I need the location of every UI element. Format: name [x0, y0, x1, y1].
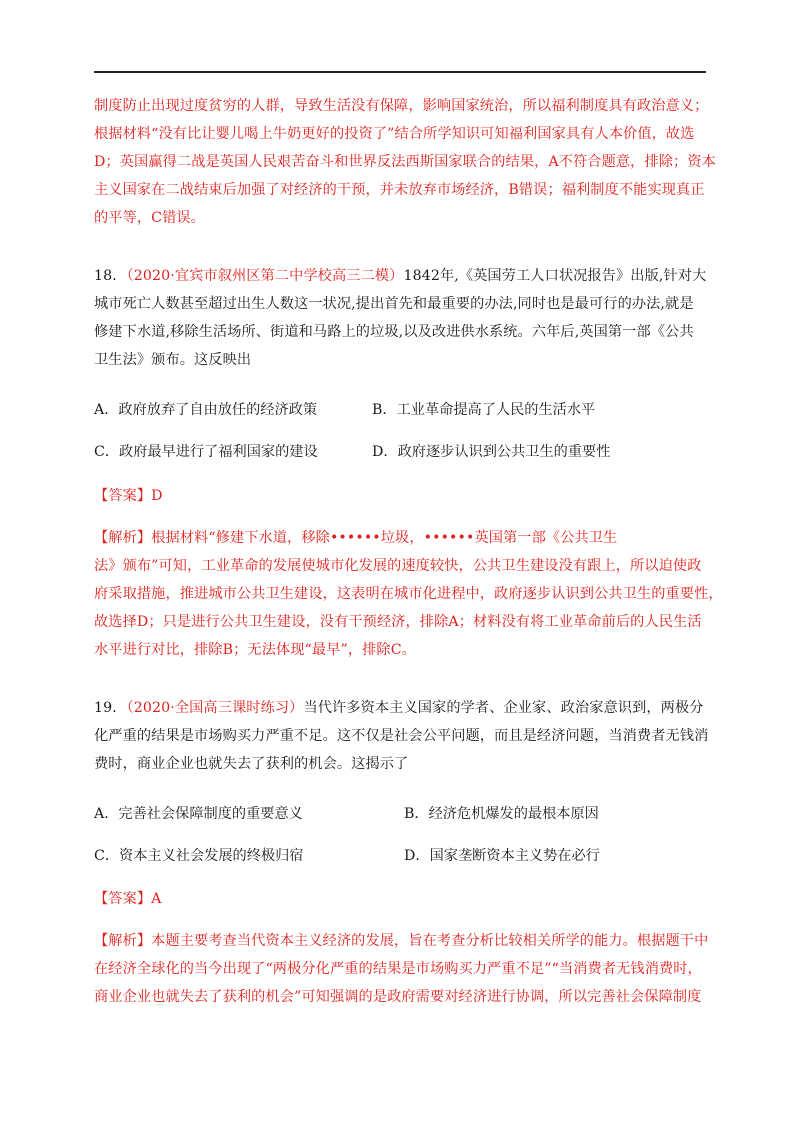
prev-analysis — [94, 92, 716, 232]
analysis-19 — [94, 927, 712, 1011]
answer-label: 【答案】 — [94, 891, 152, 907]
option-a: A．完善社会保障制度的重要意义 — [94, 806, 303, 822]
option-row — [94, 800, 712, 828]
text-line: 的平等，C错误。 — [94, 210, 205, 226]
question-stem-line: 修建下水道,移除生活场所、街道和马路上的垃圾,以及改进供水系统。六年后,英国第一部《公共 — [94, 324, 694, 340]
answer-19 — [94, 885, 712, 913]
answer-label: 【答案】 — [94, 488, 152, 504]
answer-value: A — [151, 891, 162, 907]
question-stem-text: 1842年,《英国劳工人口状况报告》出版,针对大 — [403, 268, 707, 284]
text-line: 制度防止出现过度贫穷的人群，导致生活没有保障，影响国家统治，所以福利制度具有政治意义； — [94, 98, 709, 114]
answer-18 — [94, 482, 712, 510]
analysis-line — [94, 524, 712, 552]
option-d: D．政府逐步认识到公共卫生的重要性 — [372, 444, 611, 460]
question-18 — [94, 262, 712, 374]
option-b: B．工业革命提高了人民的生活水平 — [372, 402, 596, 418]
analysis-line: 法》颁布”可知，工业革命的发展使城市化发展的速度较快，公共卫生建设没有跟上，所以迫使政 — [94, 558, 702, 574]
text-line: D；英国赢得二战是英国人民艰苦奋斗和世界反法西斯国家联合的结果，A不符合题意，排除；资本 — [94, 154, 716, 170]
text-line: 根据材料“没有比让婴儿喝上牛奶更好的投资了”结合所学知识可知福利国家具有人本价值，故选 — [94, 126, 695, 142]
analysis-line: 水平进行对比，排除B；无法体现“最早”，排除C。 — [94, 642, 416, 658]
option-row — [94, 396, 712, 424]
option-row — [94, 842, 712, 870]
analysis-line: 在经济全球化的当今出现了“两极分化严重的结果是市场购买力严重不足”“当消费者无钱消费时， — [94, 961, 702, 977]
question-number: 18． — [94, 268, 127, 284]
answer-line — [94, 482, 712, 510]
question-stem-line: 费时，商业企业也就失去了获利的机会。这揭示了 — [94, 756, 409, 772]
analysis-label: 【解析】 — [94, 530, 152, 546]
analysis-line: 商业企业也就失去了获利的机会”可知强调的是政府需要对经济进行协调，所以完善社会保障制度 — [94, 989, 702, 1005]
answer-line — [94, 885, 712, 913]
header-rule — [94, 71, 706, 73]
analysis-line — [94, 927, 712, 955]
question-stem-line — [94, 694, 712, 722]
question-stem-line: 卫生法》颁布。这反映出 — [94, 352, 252, 368]
question-stem-line — [94, 262, 712, 290]
question-source: （2020·全国高三课时练习） — [126, 700, 304, 716]
question-19 — [94, 694, 712, 778]
option-d: D．国家垄断资本主义势在必行 — [404, 848, 600, 864]
question-number: 19． — [94, 700, 127, 716]
option-c: C．资本主义社会发展的终极归宿 — [94, 848, 304, 864]
question-stem-line: 化严重的结果是市场购买力严重不足。这不仅是社会公平问题，而且是经济问题，当消费者无钱消 — [94, 728, 709, 744]
question-18-options — [94, 396, 712, 466]
option-c: C．政府最早进行了福利国家的建设 — [94, 444, 318, 460]
analysis-text: 根据材料“修建下水道，移除••••••垃圾，••••••英国第一部《公共卫生 — [151, 530, 618, 546]
question-stem-line: 城市死亡人数甚至超过出生人数这一状况,提出首先和最重要的办法,同时也是最可行的办法,就是 — [94, 296, 694, 312]
analysis-label: 【解析】 — [94, 933, 152, 949]
option-a: A．政府放弃了自由放任的经济政策 — [94, 402, 318, 418]
analysis-line: 府采取措施，推进城市公共卫生建设，这表明在城市化进程中，政府逐步认识到公共卫生的重要性， — [94, 586, 723, 602]
question-source: （2020·宜宾市叙州区第二中学校高三二模） — [126, 268, 404, 284]
question-19-options — [94, 800, 712, 870]
answer-value: D — [151, 488, 163, 504]
text-line: 主义国家在二战结束后加强了对经济的干预，并未放弃市场经济，B错误；福利制度不能实现真正 — [94, 182, 705, 198]
option-row — [94, 438, 712, 466]
analysis-text: 本题主要考查当代资本主义经济的发展，旨在考查分析比较相关所学的能力。根据题干中 — [151, 933, 709, 949]
analysis-line: 故选择D；只是进行公共卫生建设，没有干预经济，排除A；材料没有将工业革命前后的人民生活 — [94, 614, 702, 630]
option-b: B．经济危机爆发的最根本原因 — [404, 806, 599, 822]
question-stem-text: 当代许多资本主义国家的学者、企业家、政治家意识到，两极分 — [303, 700, 704, 716]
analysis-18 — [94, 524, 723, 664]
